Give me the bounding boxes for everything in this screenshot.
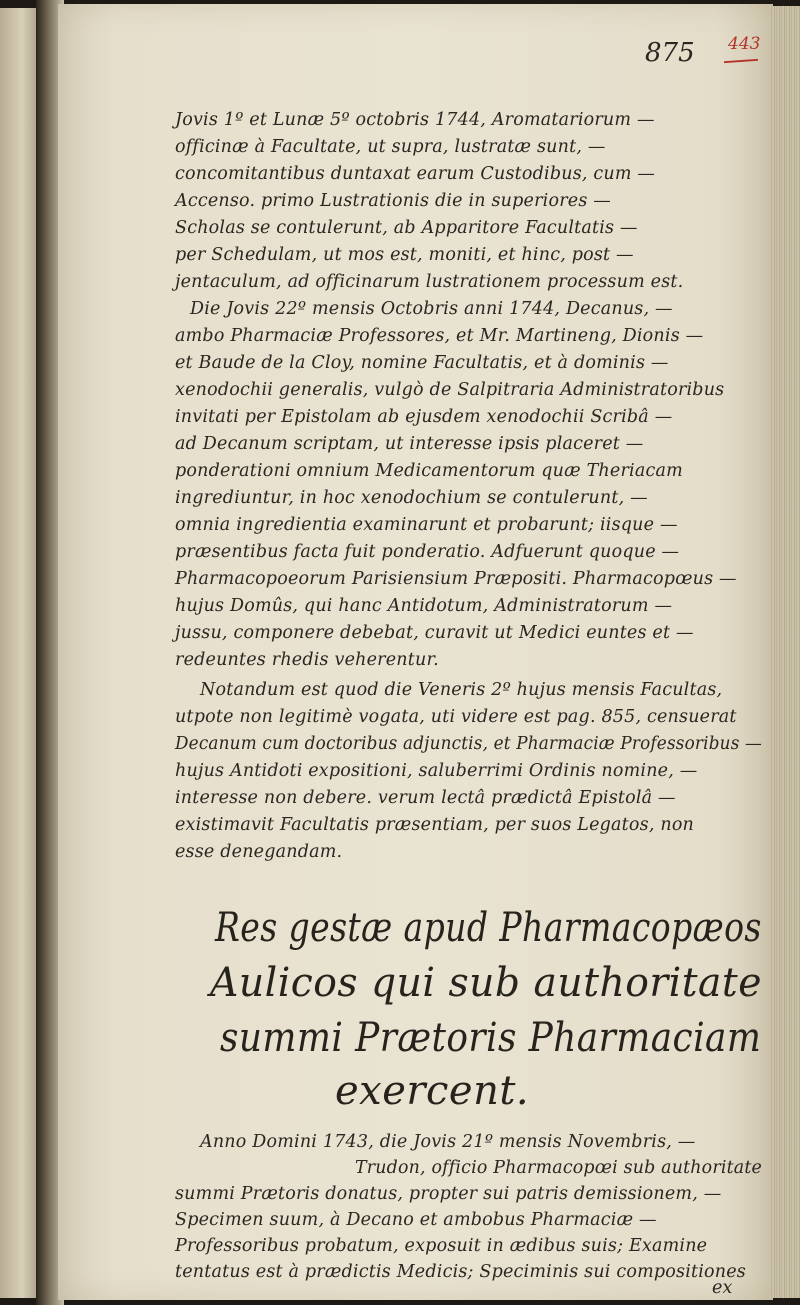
text-line: Scholas se contulerunt, ab Apparitore Facultatis —: [175, 218, 638, 238]
text-line: Accenso. primo Lustrationis die in superiores —: [175, 191, 611, 211]
text-line: Trudon, officio Pharmacopœi sub authoritate: [355, 1158, 763, 1178]
text-line: Decanum cum doctoribus adjunctis, et Pharmaciæ Professoribus —: [175, 734, 763, 754]
text-line: invitati per Epistolam ab ejusdem xenodochii Scribâ —: [175, 407, 673, 427]
text-line: redeuntes rhedis veherentur.: [175, 650, 439, 670]
text-line: officinæ à Facultate, ut supra, lustratæ sunt, —: [175, 137, 606, 157]
text-line: ambo Pharmaciæ Professores, et Mr. Martineng, Dionis —: [175, 326, 704, 346]
page-edges: [770, 6, 800, 1298]
text-line: ponderationi omnium Medicamentorum quæ Theriacam: [175, 461, 683, 481]
text-line: tentatus est à prædictis Medicis; Speciminis sui compositiones: [175, 1262, 746, 1282]
text-line: existimavit Facultatis præsentiam, per suos Legatos, non: [175, 815, 695, 835]
page-number: 875: [645, 38, 695, 68]
text-line: et Baude de la Cloy, nomine Facultatis, et à dominis —: [175, 353, 669, 373]
text-line: jentaculum, ad officinarum lustrationem processum est.: [175, 272, 684, 292]
text-line: præsentibus facta fuit ponderatio. Adfuerunt quoque —: [175, 542, 680, 562]
text-line: ad Decanum scriptam, ut interesse ipsis placeret —: [175, 434, 644, 454]
catchword: ex: [712, 1278, 733, 1298]
heading-line: summi Prætoris Pharmaciam: [220, 1015, 762, 1061]
text-line: summi Prætoris donatus, propter sui patris demissionem, —: [175, 1184, 722, 1204]
text-line: hujus Domûs, qui hanc Antidotum, Administratorum —: [175, 596, 673, 616]
text-line: concomitantibus duntaxat earum Custodibus, cum —: [175, 164, 656, 184]
text-line: Die Jovis 22º mensis Octobris anni 1744, Decanus, —: [190, 299, 673, 319]
text-line: Pharmacopoeorum Parisiensium Præpositi. Pharmacopœus —: [175, 569, 737, 589]
heading-line: Aulicos qui sub authoritate: [210, 960, 762, 1006]
text-line: Jovis 1º et Lunæ 5º octobris 1744, Aromatariorum —: [175, 110, 655, 130]
text-line: interesse non debere. verum lectâ prædictâ Epistolâ —: [175, 788, 676, 808]
left-page-edge: [0, 8, 40, 1298]
text-line: per Schedulam, ut mos est, moniti, et hinc, post —: [175, 245, 634, 265]
heading-line: exercent.: [335, 1068, 530, 1114]
text-line: ingrediuntur, in hoc xenodochium se contulerunt, —: [175, 488, 648, 508]
text-line: xenodochii generalis, vulgò de Salpitraria Administratoribus: [175, 380, 725, 400]
text-line: jussu, componere debebat, curavit ut Medici euntes et —: [175, 623, 694, 643]
text-line: Anno Domini 1743, die Jovis 21º mensis Novembris, —: [200, 1132, 696, 1152]
folio-number: 443: [728, 34, 761, 54]
text-line: hujus Antidoti expositioni, saluberrimi Ordinis nomine, —: [175, 761, 698, 781]
text-line: Notandum est quod die Veneris 2º hujus mensis Facultas,: [200, 680, 723, 700]
text-line: omnia ingredientia examinarunt et probarunt; iisque —: [175, 515, 678, 535]
text-line: utpote non legitimè vogata, uti videre est pag. 855, censuerat: [175, 707, 737, 727]
text-line: esse denegandam.: [175, 842, 343, 862]
heading-line: Res gestæ apud Pharmacopæos: [215, 905, 762, 951]
text-line: Specimen suum, à Decano et ambobus Pharmaciæ —: [175, 1210, 657, 1230]
text-line: Professoribus probatum, exposuit in ædibus suis; Examine: [175, 1236, 708, 1256]
